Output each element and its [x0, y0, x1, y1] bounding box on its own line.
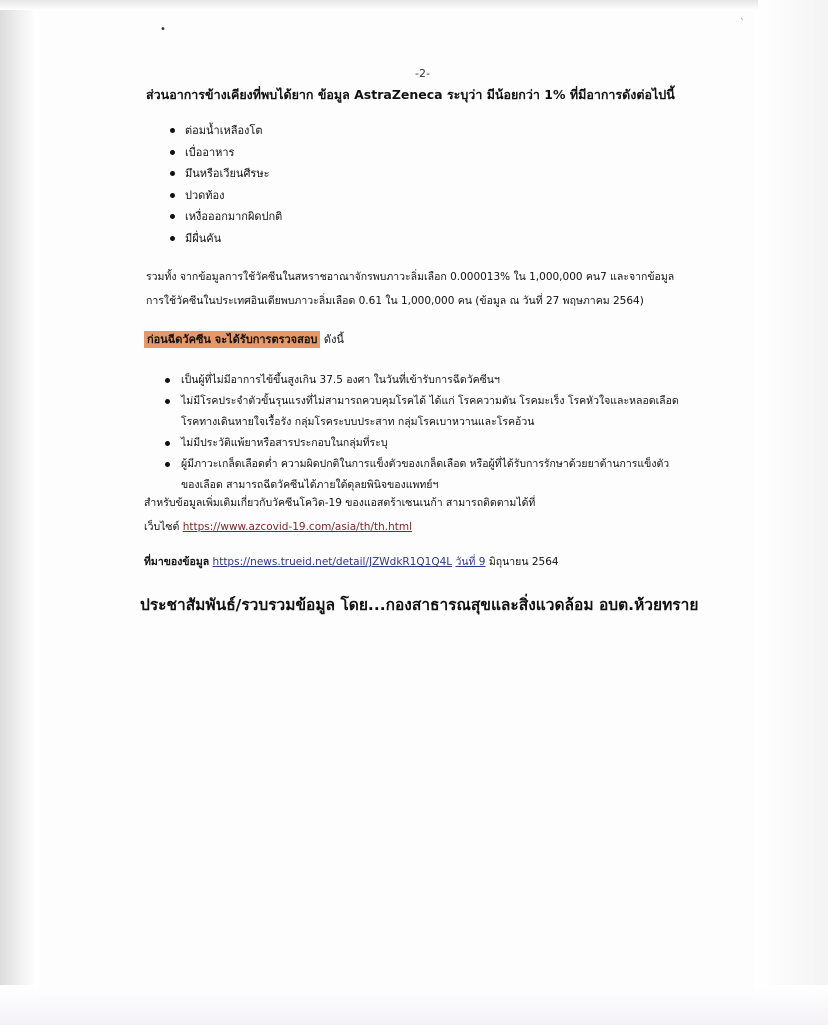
list-item-line: ไม่มีโรคประจำตัวขั้นรุนแรงที่ไม่สามารถควบคุมโรคได้ ได้แก่ โรคความดัน โรคมะเร็ง โรคหัวใจและหลอดเลือด: [181, 395, 679, 407]
list-item-line: โรคทางเดินหายใจเรื้อรัง กลุ่มโรคระบบประสาท กลุ่มโรคเบาหวานและโรคอ้วน: [181, 416, 535, 428]
source-line: [144, 553, 559, 570]
scan-frame-left: [0, 0, 36, 1025]
side-effects-heading: ส่วนอาการข้างเคียงที่พบได้ยาก ข้อมูล AstraZeneca ระบุว่า มีน้อยกว่า 1% ที่มีอาการดังต่อไปนี้: [146, 87, 675, 102]
source-date-rest: มิถุนายน 2564: [488, 556, 559, 568]
source-date-day[interactable]: วันที่ 9: [455, 556, 486, 568]
more-info-text: สำหรับข้อมูลเพิ่มเติมเกี่ยวกับวัคซีนโควิด-19 ของแอสตร้าเซนเนก้า สามารถติดตามได้ที่: [144, 497, 536, 509]
list-item-line: ของเลือด สามารถฉีดวัคซีนได้ภายใต้ดุลยพินิจของแพทย์ฯ: [181, 479, 439, 491]
list-item: ปวดท้อง: [170, 185, 282, 207]
list-item-line: ไม่มีประวัติแพ้ยาหรือสารประกอบในกลุ่มที่ระบุ: [181, 437, 388, 449]
list-item: [165, 454, 705, 496]
list-item: [165, 391, 705, 433]
dot-mark: •: [160, 24, 166, 35]
source-link[interactable]: https://news.trueid.net/detail/JZWdkR1Q1Q4L: [212, 556, 453, 568]
corner-mark: `: [740, 18, 745, 28]
list-item: ต่อมน้ำเหลืองโต: [170, 120, 282, 142]
list-item: [165, 370, 705, 391]
scan-frame-right: [758, 0, 828, 1025]
more-info-block: [144, 491, 704, 539]
list-item: [165, 433, 705, 454]
list-item: มีผื่นคัน: [170, 228, 282, 250]
list-item: เบื่ออาหาร: [170, 142, 282, 164]
website-line: [144, 515, 704, 539]
list-item-line: ผู้มีภาวะเกล็ดเลือดต่ำ ความผิดปกติในการแข็งตัวของเกล็ดเลือด หรือผู้ที่ได้รับการรักษาด้วยยาต้านการแข็งตัว: [181, 458, 670, 470]
footer-credit: ประชาสัมพันธ์/รวบรวมข้อมูล โดย...กองสาธารณสุขและสิ่งแวดล้อม อบต.ห้วยทราย: [140, 596, 699, 614]
website-link[interactable]: https://www.azcovid-19.com/asia/th/th.html: [182, 521, 413, 533]
screening-list: [165, 370, 705, 496]
scan-frame-top: [0, 0, 828, 10]
screening-highlight: ก่อนฉีดวัคซีน จะได้รับการตรวจสอบ: [144, 331, 320, 348]
page-number: -2-: [415, 67, 430, 80]
screening-heading: [144, 330, 344, 348]
summary-line: การใช้วัคซีนในประเทศอินเดียพบภาวะลิ่มเลือด 0.61 ใน 1,000,000 คน (ข้อมูล ณ วันที่ 27 พฤษภาคม 2564): [146, 295, 644, 307]
summary-paragraph: [146, 265, 706, 313]
rare-side-effects-list: [170, 120, 282, 249]
list-item: เหงื่อออกมากผิดปกติ: [170, 206, 282, 228]
website-label: เว็บไซต์: [144, 521, 180, 533]
screening-suffix: ดังนี้: [323, 333, 344, 346]
source-label: ที่มาของข้อมูล: [144, 556, 210, 568]
list-item: มึนหรือเวียนศีรษะ: [170, 163, 282, 185]
summary-line: รวมทั้ง จากข้อมูลการใช้วัคซีนในสหราชอาณาจักรพบภาวะลิ่มเลือก 0.000013% ใน 1,000,000 คน7 และจากข้อมูล: [146, 271, 675, 283]
list-item-line: เป็นผู้ที่ไม่มีอาการไข้ขึ้นสูงเกิน 37.5 องศา ในวันที่เข้ารับการฉีดวัคซีนฯ: [181, 374, 500, 386]
